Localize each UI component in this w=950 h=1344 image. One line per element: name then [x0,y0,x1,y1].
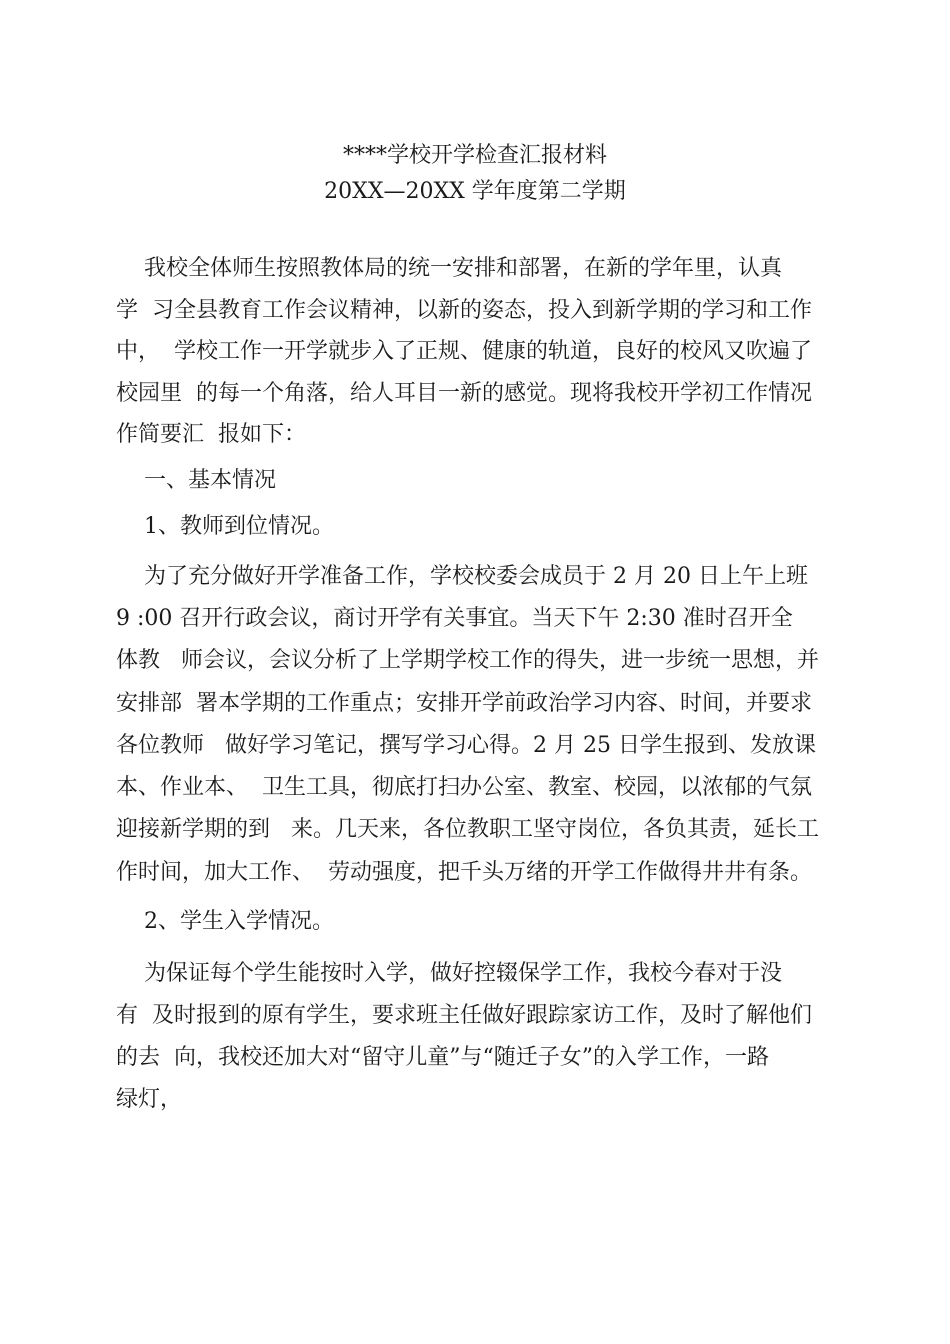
body-line: 有 及时报到的原有学生，要求班主任做好跟踪家访工作，及时了解他们 [116,1003,812,1028]
body-line: 我校全体师生按照教体局的统一安排和部署，在新的学年里，认真 [116,256,782,281]
body-line: 绿灯， [116,1087,183,1112]
title-block [0,138,950,210]
body-line: 学 习全县教育工作会议精神，以新的姿态，投入到新学期的学习和工作 [116,298,812,323]
body-line: 各位教师 做好学习笔记，撰写学习心得。2 月 25 日学生报到、发放课 [116,733,816,758]
subsection-heading: 2、学生入学情况。 [116,909,334,934]
body-line: 安排部 署本学期的工作重点；安排开学前政治学习内容、时间，并要求 [116,691,812,716]
body-line: 9 :00 召开行政会议，商讨开学有关事宜。当天下午 2:30 准时召开全 [116,606,793,631]
body-line: 作简要汇 报如下： [116,422,306,447]
body-line: 校园里 的每一个角落，给人耳目一新的感觉。现将我校开学初工作情况 [116,381,812,406]
document-subtitle: 20XX—20XX 学年度第二学期 [324,179,626,204]
body-line: 为保证每个学生能按时入学，做好控辍保学工作，我校今春对于没 [116,961,782,986]
section-heading: 一、基本情况 [116,468,276,493]
document-title: ****学校开学检查汇报材料 [342,143,607,168]
subsection-heading: 1、教师到位情况。 [116,514,334,539]
body-line: 中， 学校工作一开学就步入了正规、健康的轨道，良好的校风又吹遍了 [116,339,812,364]
body-line: 作时间，加大工作、 劳动强度，把千头万绪的开学工作做得井井有条。 [116,860,812,885]
body-line: 迎接新学期的到 来。几天来，各位教职工坚守岗位，各负其责，延长工 [116,817,819,842]
body-line: 的去 向，我校还加大对“留守儿童”与“随迁子女”的入学工作，一路 [116,1045,769,1070]
body-line: 体教 师会议，会议分析了上学期学校工作的得失，进一步统一思想，并 [116,648,819,673]
body-line: 为了充分做好开学准备工作，学校校委会成员于 2 月 20 日上午上班 [116,564,808,589]
body-line: 本、作业本、 卫生工具，彻底打扫办公室、教室、校园，以浓郁的气氛 [116,775,812,800]
